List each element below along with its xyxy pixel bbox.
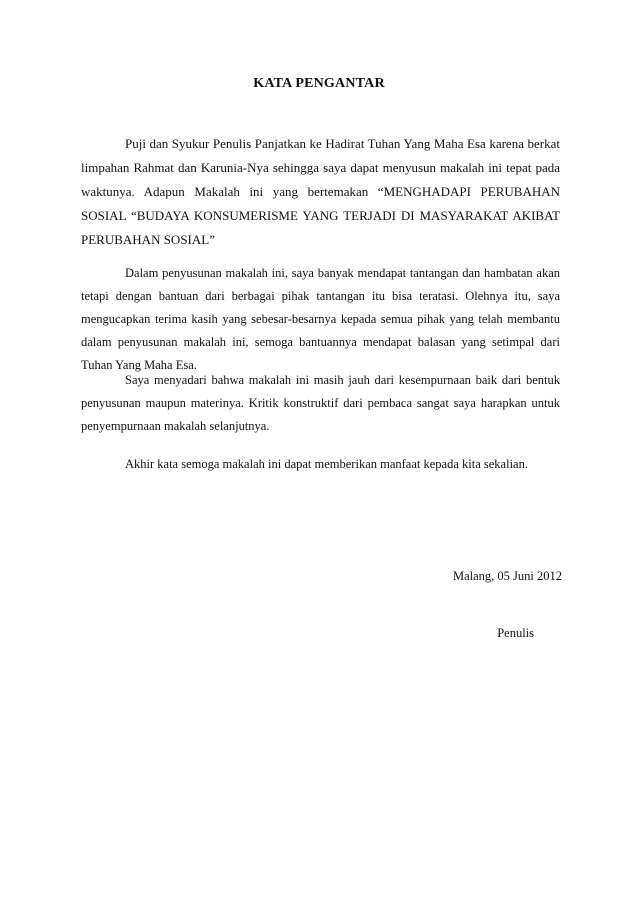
author-signature: Penulis xyxy=(497,626,534,640)
paragraph-acknowledgement: Dalam penyusunan makalah ini, saya banyak mendapat tantangan dan hambatan akan tetapi dengan bantuan dari berbagai pihak tantangan itu bisa teratasi. Olehnya itu, saya mengucapkan terima kasih yang sebesar-besarnya kepada semua pihak yang telah membantu dalam penyusunan makalah ini, semoga bantuannya mendapat balasan yang setimpal dari Tuhan Yang Maha Esa. xyxy=(81,266,560,372)
paragraph-critique-request: Saya menyadari bahwa makalah ini masih jauh dari kesempurnaan baik dari bentuk penyusunan maupun materinya. Kritik konstruktif dari pembaca sangat saya harapkan untuk penyempurnaan makalah selanjutnya. xyxy=(81,373,560,433)
page-title: KATA PENGANTAR xyxy=(253,76,385,91)
place-date: Malang, 05 Juni 2012 xyxy=(452,569,562,583)
paragraph-closing: Akhir kata semoga makalah ini dapat memberikan manfaat kepada kita sekalian. xyxy=(125,457,528,471)
paragraph-opening: Puji dan Syukur Penulis Panjatkan ke Hadirat Tuhan Yang Maha Esa karena berkat limpahan Rahmat dan Karunia-Nya sehingga saya dapat menyusun makalah ini tepat pada waktunya. Adapun Makalah ini yang bertemakan “MENGHADAPI PERUBAHAN SOSIAL “BUDAYA KONSUMERISME YANG TERJADI DI MASYARAKAT AKIBAT PERUBAHAN SOSIAL” xyxy=(81,136,560,247)
